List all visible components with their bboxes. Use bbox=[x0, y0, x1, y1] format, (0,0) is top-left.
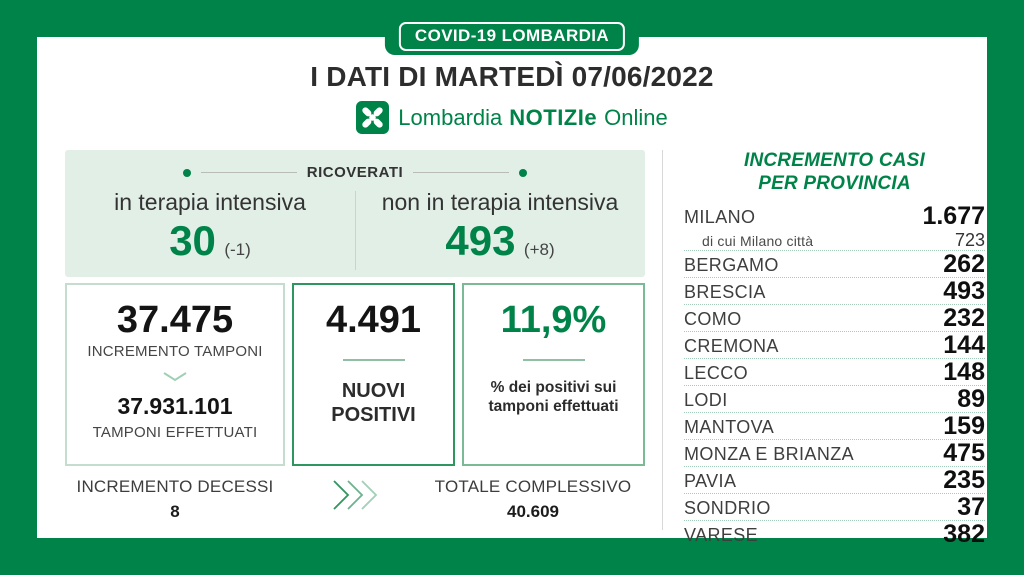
province-value: 493 bbox=[943, 276, 985, 305]
province-value: 382 bbox=[943, 519, 985, 548]
bullet-dot-icon bbox=[519, 169, 527, 177]
province-label: PAVIA bbox=[684, 471, 737, 492]
tamponi-box bbox=[65, 283, 285, 466]
nuovi-positivi-label: NUOVI POSITIVI bbox=[331, 380, 416, 426]
non-intensive-care-label: non in terapia intensiva bbox=[381, 189, 619, 215]
tamponi-increment-label: INCREMENTO TAMPONI bbox=[87, 343, 263, 360]
province-label: MILANO bbox=[684, 207, 756, 228]
non-intensive-care-delta: (+8) bbox=[523, 240, 555, 259]
province-label: VARESE bbox=[684, 525, 759, 546]
ricoverati-title: RICOVERATI bbox=[306, 164, 404, 181]
totale-label: TOTALE COMPLESSIVO bbox=[434, 477, 632, 496]
province-value: 159 bbox=[943, 411, 985, 440]
province-value: 235 bbox=[943, 465, 985, 494]
province-row bbox=[684, 359, 985, 386]
province-label: LODI bbox=[684, 390, 728, 411]
logo-online-text: Online bbox=[604, 104, 668, 130]
percent-positivi-box bbox=[462, 283, 645, 466]
tamponi-increment-value: 37.475 bbox=[116, 299, 234, 341]
decessi-label: INCREMENTO DECESSI bbox=[76, 477, 274, 496]
nuovi-positivi-box bbox=[292, 283, 455, 466]
province-row bbox=[684, 494, 985, 521]
non-intensive-care-block bbox=[355, 189, 645, 262]
logo-region-text: Lombardia bbox=[398, 104, 503, 130]
intensive-care-value: 30 bbox=[169, 217, 216, 264]
tamponi-total-label: TAMPONI EFFETTUATI bbox=[92, 424, 258, 441]
province-title-line2: PER PROVINCIA bbox=[758, 173, 911, 195]
province-label: BRESCIA bbox=[684, 282, 766, 303]
covid-banner-label: COVID-19 LOMBARDIA bbox=[399, 22, 625, 51]
province-panel-title bbox=[684, 149, 985, 195]
province-label: BERGAMO bbox=[684, 255, 779, 276]
totale-value: 40.609 bbox=[507, 502, 559, 521]
header-rule-left bbox=[201, 172, 297, 173]
province-value: 148 bbox=[943, 357, 985, 386]
rosa-camuna-icon bbox=[356, 101, 389, 134]
province-label: MONZA E BRIANZA bbox=[684, 444, 855, 465]
province-sublabel: di cui Milano città bbox=[702, 233, 814, 250]
province-row bbox=[684, 251, 985, 278]
province-label: LECCO bbox=[684, 363, 749, 384]
header-rule-right bbox=[413, 172, 509, 173]
lombardia-notizie-logo bbox=[0, 101, 1024, 134]
triple-chevron-right-icon bbox=[328, 476, 384, 519]
province-value: 89 bbox=[957, 384, 985, 413]
province-label: SONDRIO bbox=[684, 498, 771, 519]
province-value: 37 bbox=[957, 492, 985, 521]
province-value: 144 bbox=[943, 330, 985, 359]
province-row bbox=[684, 332, 985, 359]
province-value: 232 bbox=[943, 303, 985, 332]
intensive-care-delta: (-1) bbox=[224, 240, 251, 259]
covid-banner-tab bbox=[385, 0, 639, 55]
province-subrow bbox=[684, 229, 985, 251]
province-row bbox=[684, 305, 985, 332]
intensive-care-label: in terapia intensiva bbox=[114, 189, 306, 215]
ricoverati-panel bbox=[65, 150, 645, 277]
percent-positivi-label: % dei positivi sui tamponi effettuati bbox=[488, 379, 619, 415]
bullet-dot-icon bbox=[183, 169, 191, 177]
column-divider bbox=[355, 191, 356, 270]
province-value: 475 bbox=[943, 438, 985, 467]
province-panel bbox=[684, 149, 985, 547]
box-rule bbox=[343, 359, 405, 361]
province-label: CREMONA bbox=[684, 336, 779, 357]
province-row bbox=[684, 413, 985, 440]
province-value: 262 bbox=[943, 249, 985, 278]
province-label: MANTOVA bbox=[684, 417, 775, 438]
province-row bbox=[684, 203, 985, 229]
province-title-line1: INCREMENTO CASI bbox=[743, 150, 926, 171]
province-row bbox=[684, 521, 985, 547]
vertical-divider bbox=[662, 150, 663, 530]
percent-positivi-value: 11,9% bbox=[500, 299, 607, 341]
decessi-value: 8 bbox=[170, 502, 180, 521]
province-row bbox=[684, 440, 985, 467]
ricoverati-header bbox=[65, 150, 645, 181]
tamponi-total-value: 37.931.101 bbox=[117, 393, 233, 419]
province-table bbox=[684, 203, 985, 547]
province-subvalue: 723 bbox=[954, 230, 985, 251]
decessi-block bbox=[65, 477, 285, 522]
province-label: COMO bbox=[684, 309, 742, 330]
province-value: 1.677 bbox=[922, 201, 985, 230]
page-title: I DATI DI MARTEDÌ 07/06/2022 bbox=[310, 61, 714, 92]
province-row bbox=[684, 278, 985, 305]
intensive-care-block bbox=[65, 189, 355, 262]
province-row bbox=[684, 386, 985, 413]
totale-block bbox=[420, 477, 646, 522]
province-row bbox=[684, 467, 985, 494]
chevron-down-icon bbox=[162, 369, 188, 387]
box-rule bbox=[523, 359, 585, 361]
logo-notizie-text: NOTIZIe bbox=[509, 104, 598, 130]
non-intensive-care-value: 493 bbox=[445, 217, 516, 264]
nuovi-positivi-value: 4.491 bbox=[325, 299, 422, 341]
logo-wordmark bbox=[398, 105, 667, 131]
